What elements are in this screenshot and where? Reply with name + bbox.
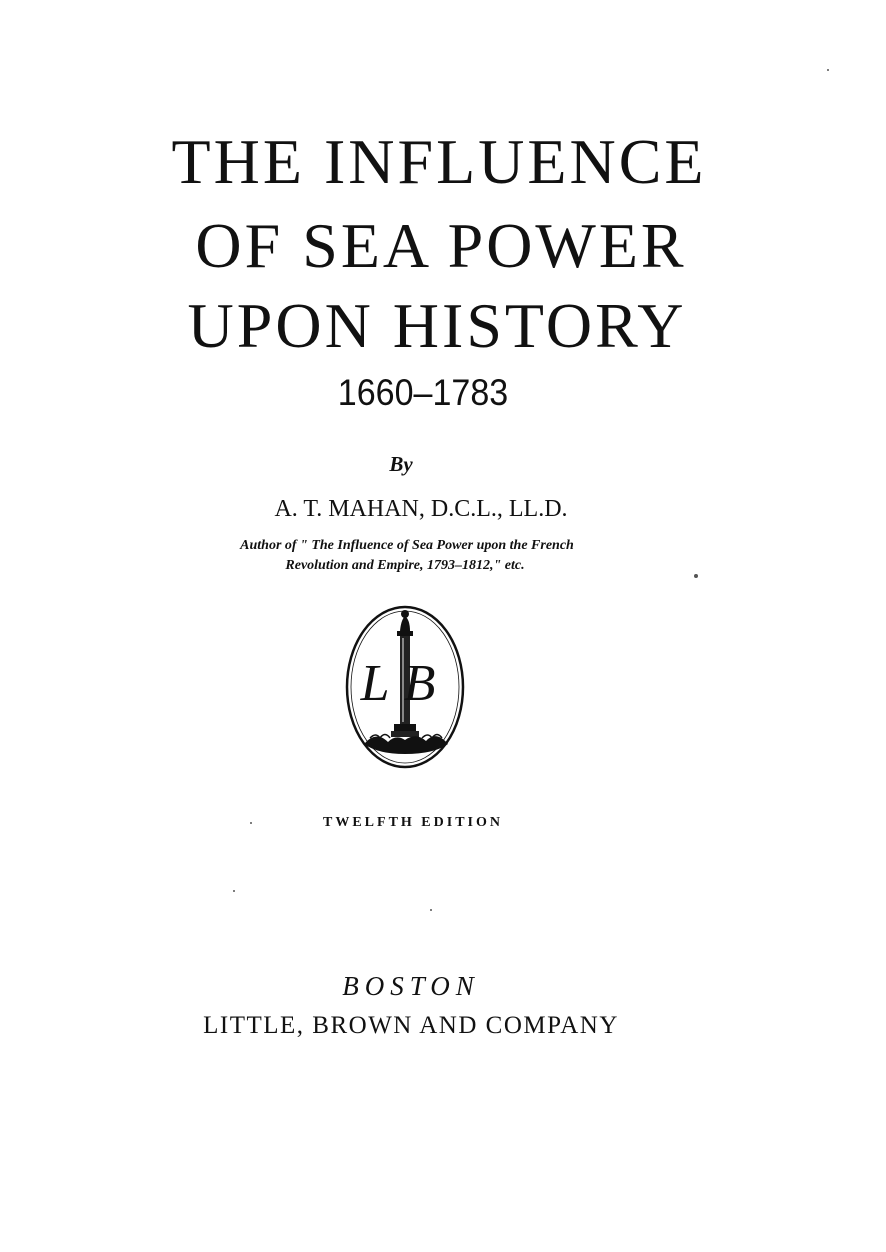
publisher-name: LITTLE, BROWN AND COMPANY bbox=[203, 1012, 619, 1039]
emblem-monogram: LB bbox=[360, 655, 450, 712]
scan-speck bbox=[694, 574, 698, 578]
author-credit-line-2: Revolution and Empire, 1793–1812," etc. bbox=[285, 558, 525, 573]
title-line-2: OF SEA POWER bbox=[195, 210, 687, 281]
edition-label: TWELFTH EDITION bbox=[323, 815, 503, 830]
scan-speck bbox=[233, 890, 235, 892]
date-range: 1660–1783 bbox=[337, 372, 509, 413]
publisher-emblem-icon bbox=[344, 604, 466, 770]
scan-speck bbox=[827, 69, 829, 71]
author-credit-line-1: Author of " The Influence of Sea Power upon the French bbox=[240, 538, 574, 553]
scan-speck bbox=[250, 822, 252, 824]
author-name: A. T. MAHAN, D.C.L., LL.D. bbox=[274, 496, 568, 522]
publisher-city: BOSTON bbox=[342, 971, 480, 1001]
scan-speck bbox=[430, 909, 432, 911]
title-line-1: THE INFLUENCE bbox=[171, 126, 707, 197]
by-label: By bbox=[389, 452, 413, 476]
title-line-3: UPON HISTORY bbox=[187, 290, 687, 361]
